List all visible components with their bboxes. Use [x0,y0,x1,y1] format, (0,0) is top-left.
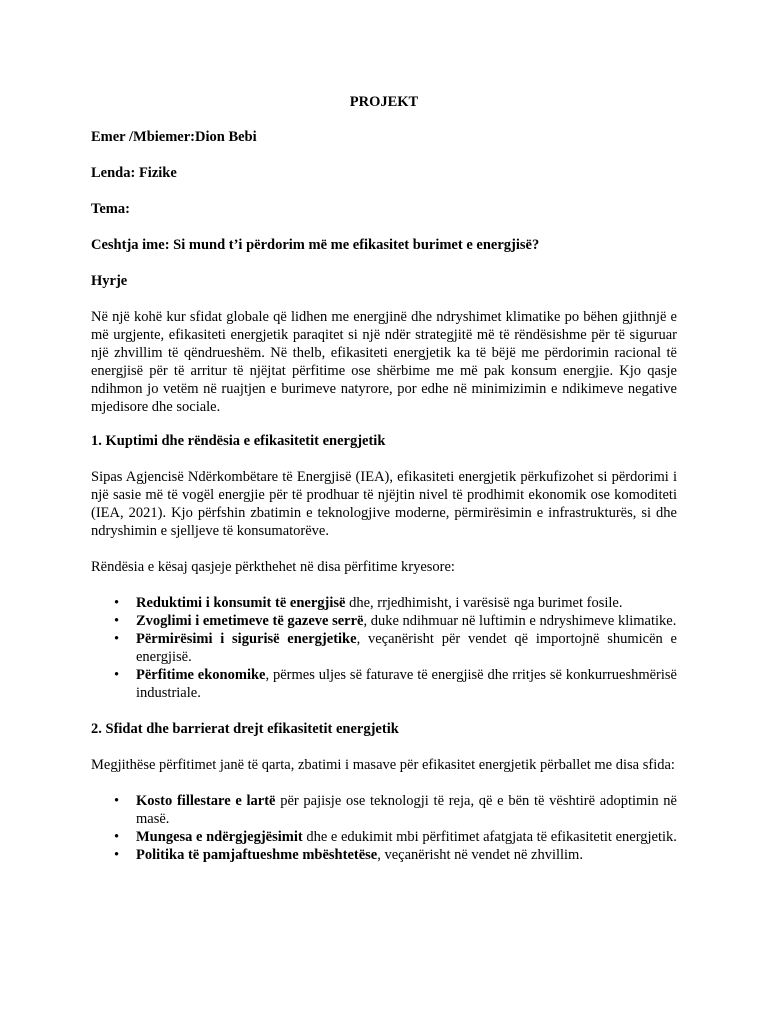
bullet-icon: • [114,631,120,647]
bullet-icon: • [114,793,120,809]
document-page [91,93,677,864]
bullet-icon: • [114,829,120,845]
subject-field: Lenda: Fizike [91,165,177,181]
section1-paragraph: Sipas Agjencisë Ndërkombëtare të Energjisë (IEA), efikasiteti energjetik përkufizohet si përdorimi i një sasie më të vogël energjie për të prodhuar të njëjtin nivel të prodhimit ekonomik ose komoditeti (IEA, 2021). Kjo përfshin zbatimin e teknologjive moderne, përmirësimin e infrastrukturës, si dhe ndryshimin e sjelljeve të konsumatorëve. [91,469,677,539]
list-item: • Mungesa e ndërgjegjësimit dhe e edukimit mbi përfitimet afatgjata të efikasitetit energjetik. [114,829,677,845]
bullet-icon: • [114,847,120,863]
benefits-list [91,594,677,702]
theme-field: Tema: [91,201,130,217]
list-item: • Përmirësimi i sigurisë energjetike, veçanërisht për vendet që importojnë shumicën e energjisë. [114,631,677,665]
intro-heading: Hyrje [91,273,128,289]
section2-paragraph: Megjithëse përfitimet janë të qarta, zbatimi i masave për efikasitet energjetik përballet me disa sfida: [91,757,675,773]
list-item: • Zvoglimi i emetimeve të gazeve serrë, duke ndihmuar në luftimin e ndryshimeve klimatike. [114,613,677,629]
intro-paragraph: Në një kohë kur sfidat globale që lidhen me energjinë dhe ndryshimet klimatike po bëhen gjithnjë e më urgjente, efikasiteti energjetik paraqitet si një ndër strategjitë më të rëndësishme për të siguruar një zhvillim të qëndrueshëm. Në thelb, efikasiteti energjetik ka të bëjë me përdorimin racional të energjisë për të arritur të njëjtat përfitime ose shërbime me më pak konsum energjie. Kjo qasje ndihmon jo vetëm në ruajtjen e burimeve natyrore, por edhe në minimizimin e ndikimeve negative mjedisore dhe sociale. [91,309,677,415]
list-item: • Reduktimi i konsumit të energjisë dhe, rrjedhimisht, i varësisë nga burimet fosile. [114,595,623,611]
list-item: • Përfitime ekonomike, përmes uljes së faturave të energjisë dhe rritjes së konkurrueshmërisë industriale. [114,667,677,701]
bullet-icon: • [114,613,120,629]
question-field: Ceshtja ime: Si mund t’i përdorim më me efikasitet burimet e energjisë? [91,237,540,253]
name-field: Emer /Mbiemer:Dion Bebi [91,129,257,145]
list-item: • Politika të pamjaftueshme mbështetëse, veçanërisht në vendet në zhvillim. [114,847,583,863]
list-item: • Kosto fillestare e lartë për pajisje ose teknologji të reja, që e bën të vështirë adoptimin në masë. [114,793,677,827]
bullet-icon: • [114,667,120,683]
section2-heading: 2. Sfidat dhe barrierat drejt efikasitetit energjetik [91,721,399,737]
section1-heading: 1. Kuptimi dhe rëndësia e efikasitetit energjetik [91,433,386,449]
document-title: PROJEKT [349,94,419,110]
bullet-icon: • [114,595,120,611]
challenges-list [91,792,677,864]
section1-benefits-intro: Rëndësia e kësaj qasjeje përkthehet në disa përfitime kryesore: [91,559,455,575]
